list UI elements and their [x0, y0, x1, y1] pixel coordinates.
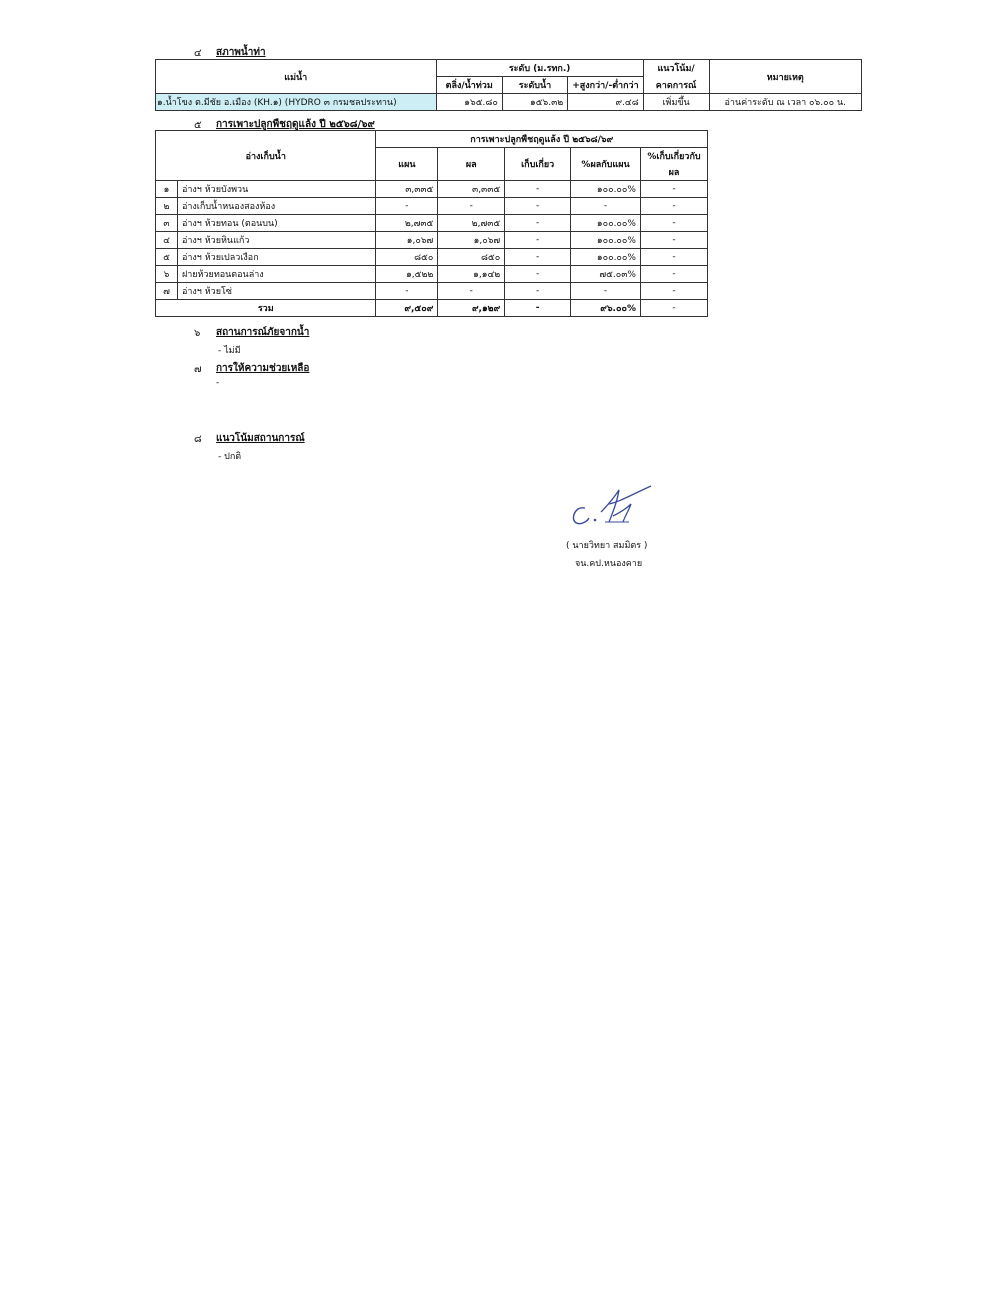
section6-number: ๖ — [194, 328, 201, 339]
cell-no: ๔ — [156, 232, 178, 249]
header-trend-line2: คาดการณ์ — [643, 77, 709, 94]
section7-text: - — [216, 378, 220, 388]
total-label: รวม — [156, 300, 376, 317]
table-row — [156, 94, 862, 111]
cell-name: อ่างเก็บน้ำหนองสองห้อง — [177, 198, 376, 215]
cell-pct-result: - — [571, 283, 641, 300]
table-total-row — [156, 300, 708, 317]
cell-harvest: - — [505, 181, 571, 198]
header-river: แม่น้ำ — [156, 60, 437, 94]
total-plan: ๙,๕๐๙ — [376, 300, 438, 317]
cell-result: ๑,๑๔๒ — [438, 266, 505, 283]
cell-name: อ่างฯ ห้วยโซ่ — [177, 283, 376, 300]
header-pct-result: %ผลกับแผน — [571, 148, 641, 181]
cell-no: ๓ — [156, 215, 178, 232]
section5-number: ๕ — [194, 120, 202, 131]
cell-plan: ๓,๓๓๕ — [376, 181, 438, 198]
cell-harvest: - — [505, 249, 571, 266]
cell-plan: - — [376, 198, 438, 215]
cell-pct-result: ๗๕.๐๓% — [571, 266, 641, 283]
section6-text: - ไม่มี — [218, 346, 241, 356]
cell-pct-harvest: - — [640, 249, 707, 266]
signature-name: ( นายวิทยา สมมิตร ) — [566, 541, 648, 551]
cell-result: - — [438, 198, 505, 215]
table-row — [156, 198, 708, 215]
cell-pct-harvest: - — [640, 198, 707, 215]
cell-pct-harvest: - — [640, 215, 707, 232]
signature-image — [565, 482, 660, 534]
cell-plan: ๘๕๐ — [376, 249, 438, 266]
section6-title: สถานการณ์ภัยจากน้ำ — [216, 327, 310, 338]
table-row — [156, 249, 708, 266]
water-level-table — [155, 59, 862, 111]
header-water-level: ระดับน้ำ — [502, 77, 567, 94]
cell-name: อ่างฯ ห้วยหินแก้ว — [177, 232, 376, 249]
cell-pct-harvest: - — [640, 181, 707, 198]
section4-title: สภาพน้ำท่า — [216, 47, 266, 58]
header-remark: หมายเหตุ — [709, 60, 861, 94]
cell-result: ๑,๐๖๗ — [438, 232, 505, 249]
crop-table — [155, 130, 708, 317]
header-pct-harvest-line1: %เก็บเกี่ยวกับ — [640, 148, 707, 165]
header-plan: แผน — [376, 148, 438, 181]
cell-river: ๑.น้ำโขง ต.มีชัย อ.เมือง (KH.๑) (HYDRO ๓ กรมชลประทาน) — [156, 94, 437, 111]
cell-no: ๒ — [156, 198, 178, 215]
section8-text: - ปกติ — [218, 452, 242, 462]
total-result: ๙,๑๒๙ — [438, 300, 505, 317]
cell-harvest: - — [505, 266, 571, 283]
total-pct-harvest: - — [640, 300, 707, 317]
section5-title: การเพาะปลูกพืชฤดูแล้ง ปี ๒๕๖๘/๖๙ — [216, 119, 375, 130]
cell-no: ๕ — [156, 249, 178, 266]
header-crop-group: การเพาะปลูกพืชฤดูแล้ง ปี ๒๕๖๘/๖๙ — [376, 131, 708, 148]
cell-harvest: - — [505, 232, 571, 249]
signature-position: จน.คป.หนองคาย — [575, 559, 643, 569]
cell-diff: ๙.๔๘ — [568, 94, 643, 111]
table-row — [156, 181, 708, 198]
header-result: ผล — [438, 148, 505, 181]
header-diff: +สูงกว่า/-ต่ำกว่า — [568, 77, 643, 94]
cell-remark: อ่านค่าระดับ ณ เวลา ๐๖.๐๐ น. — [709, 94, 861, 111]
cell-pct-harvest: - — [640, 283, 707, 300]
cell-result: ๘๕๐ — [438, 249, 505, 266]
cell-result: ๒,๗๓๕ — [438, 215, 505, 232]
cell-harvest: - — [505, 198, 571, 215]
header-level-group: ระดับ (ม.รทก.) — [436, 60, 643, 77]
cell-water-level: ๑๕๖.๓๒ — [502, 94, 567, 111]
cell-no: ๖ — [156, 266, 178, 283]
cell-no: ๑ — [156, 181, 178, 198]
section7-title: การให้ความช่วยเหลือ — [216, 363, 310, 374]
cell-plan: ๑,๕๒๒ — [376, 266, 438, 283]
table-row — [156, 215, 708, 232]
header-harvest: เก็บเกี่ยว — [505, 148, 571, 181]
cell-pct-result: ๑๐๐.๐๐% — [571, 232, 641, 249]
table-row — [156, 232, 708, 249]
cell-name: อ่างฯ ห้วยเปลวเงือก — [177, 249, 376, 266]
header-bank: ตลิ่ง/น้ำท่วม — [436, 77, 502, 94]
cell-harvest: - — [505, 283, 571, 300]
cell-name: อ่างฯ ห้วยบังพวน — [177, 181, 376, 198]
cell-plan: ๒,๗๓๕ — [376, 215, 438, 232]
header-pct-harvest-line2: ผล — [640, 165, 707, 181]
table-row — [156, 283, 708, 300]
cell-pct-harvest: - — [640, 232, 707, 249]
table-row — [156, 266, 708, 283]
section8-title: แนวโน้มสถานการณ์ — [216, 433, 305, 444]
cell-plan: ๑,๐๖๗ — [376, 232, 438, 249]
section4-number: ๔ — [194, 48, 202, 59]
total-pct-result: ๙๖.๐๐% — [571, 300, 641, 317]
cell-result: - — [438, 283, 505, 300]
total-harvest: - — [505, 300, 571, 317]
cell-trend: เพิ่มขึ้น — [643, 94, 709, 111]
cell-name: ฝายห้วยทอนตอนล่าง — [177, 266, 376, 283]
header-trend-line1: แนวโน้ม/ — [643, 60, 709, 77]
cell-name: อ่างฯ ห้วยทอน (ตอนบน) — [177, 215, 376, 232]
cell-pct-harvest: - — [640, 266, 707, 283]
cell-pct-result: ๑๐๐.๐๐% — [571, 215, 641, 232]
cell-bank: ๑๖๕.๘๐ — [436, 94, 502, 111]
cell-plan: - — [376, 283, 438, 300]
section7-number: ๗ — [194, 364, 202, 375]
cell-pct-result: - — [571, 198, 641, 215]
cell-harvest: - — [505, 215, 571, 232]
cell-no: ๗ — [156, 283, 178, 300]
cell-pct-result: ๑๐๐.๐๐% — [571, 249, 641, 266]
section8-number: ๘ — [194, 434, 202, 445]
header-reservoir: อ่างเก็บน้ำ — [156, 131, 376, 181]
cell-result: ๓,๓๓๕ — [438, 181, 505, 198]
cell-pct-result: ๑๐๐.๐๐% — [571, 181, 641, 198]
